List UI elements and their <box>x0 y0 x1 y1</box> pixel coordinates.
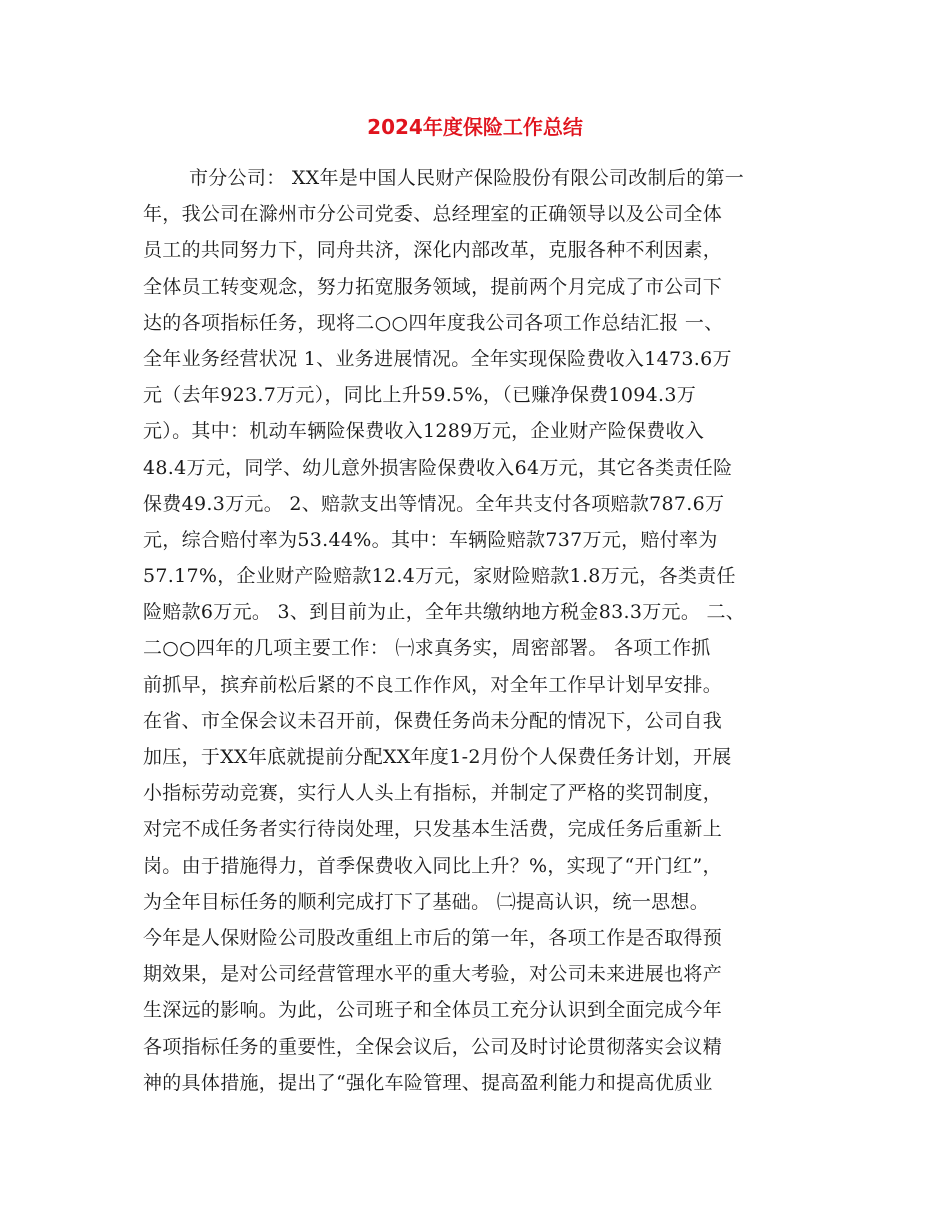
body-line: 保费49.3万元。 2、赔款支出等情况。全年共支付各项赔款787.6万 <box>143 492 725 515</box>
body-line: 全体员工转变观念，努力拓宽服务领域，提前两个月完成了市公司下 <box>143 275 723 298</box>
body-line: 年，我公司在滁州市分公司党委、总经理室的正确领导以及公司全体 <box>143 203 723 226</box>
body-line: 险赔款6万元。 3、到目前为止，全年共缴纳地方税金83.3万元。 二、 <box>143 601 746 624</box>
body-line: 全年业务经营状况 1、业务进展情况。全年实现保险费收入1473.6万 <box>143 347 732 370</box>
body-line: 各项指标任务的重要性，全保会议后，公司及时讨论贯彻落实会议精 <box>143 1035 723 1058</box>
document-body <box>143 160 833 1101</box>
body-line: 二○○四年的几项主要工作： ㈠求真务实，周密部署。 各项工作抓 <box>143 637 711 660</box>
body-line: 元）。其中：机动车辆险保费收入1289万元，企业财产险保费收入 <box>143 420 705 443</box>
body-line: 元（去年923.7万元），同比上升59.5%，（已赚净保费1094.3万 <box>143 384 697 407</box>
body-line: 市分公司： XX年是中国人民财产保险股份有限公司改制后的第一 <box>189 167 745 189</box>
body-line: 对完不成任务者实行待岗处理，只发基本生活费，完成任务后重新上 <box>143 818 723 841</box>
body-line: 员工的共同努力下，同舟共济，深化内部改革，克服各种不利因素， <box>143 239 723 262</box>
body-line: 元，综合赔付率为53.44%。其中：车辆险赔款737万元，赔付率为 <box>143 528 718 551</box>
body-line: 57.17%，企业财产险赔款12.4万元，家财险赔款1.8万元，各类责任 <box>143 565 736 588</box>
body-line: 加压，于XX年底就提前分配XX年度1-2月份个人保费任务计划，开展 <box>143 746 732 768</box>
body-line: 小指标劳动竞赛，实行人人头上有指标，并制定了严格的奖罚制度， <box>143 782 723 805</box>
body-line: 在省、市全保会议未召开前，保费任务尚未分配的情况下，公司自我 <box>143 709 723 732</box>
body-line: 48.4万元，同学、幼儿意外损害险保费收入64万元，其它各类责任险 <box>143 456 733 479</box>
body-line: 神的具体措施，提出了“强化车险管理、提高盈利能力和提高优质业 <box>143 1071 713 1094</box>
body-line: 岗。由于措施得力，首季保费收入同比上升？%，实现了“开门红”， <box>143 854 722 877</box>
body-line: 今年是人保财险公司股改重组上市后的第一年，各项工作是否取得预 <box>143 926 723 949</box>
body-line: 期效果，是对公司经营管理水平的重大考验，对公司未来进展也将产 <box>143 963 723 986</box>
body-line: 为全年目标任务的顺利完成打下了基础。 ㈡提高认识，统一思想。 <box>143 890 710 913</box>
body-line: 生深远的影响。为此，公司班子和全体员工充分认识到全面完成今年 <box>143 999 723 1022</box>
body-line: 达的各项指标任务，现将二○○四年度我公司各项工作总结汇报 一、 <box>143 311 724 334</box>
body-line: 前抓早，摈弃前松后紧的不良工作作风，对全年工作早计划早安排。 <box>143 673 723 696</box>
document-title: 2024年度保险工作总结 <box>367 115 583 139</box>
